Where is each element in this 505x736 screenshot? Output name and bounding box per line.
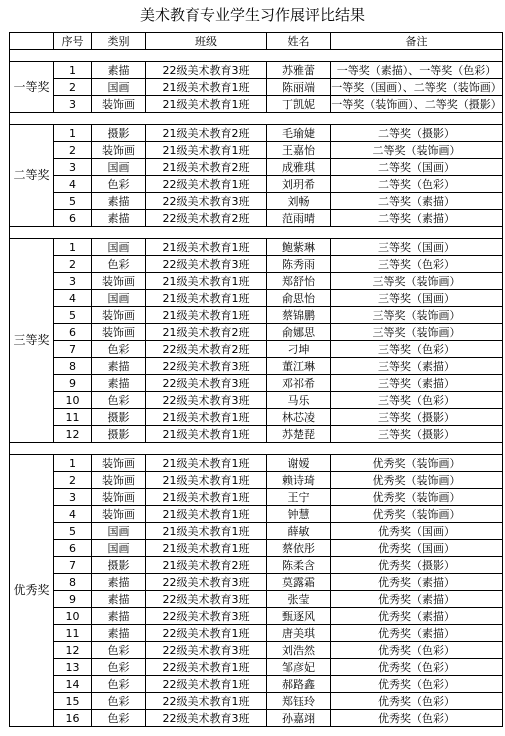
table-row — [10, 540, 503, 557]
cell-index: 1 — [54, 125, 92, 142]
cell-index: 16 — [54, 710, 92, 727]
cell-index: 5 — [54, 523, 92, 540]
cell-category: 装饰画 — [92, 324, 146, 341]
cell-remark: 三等奖（摄影） — [331, 409, 503, 426]
cell-name: 鲍紫琳 — [267, 239, 331, 256]
cell-remark: 优秀奖（色彩） — [331, 710, 503, 727]
cell-category: 国画 — [92, 540, 146, 557]
cell-category: 素描 — [92, 625, 146, 642]
cell-index: 2 — [54, 256, 92, 273]
cell-class: 21级美术教育1班 — [146, 96, 267, 113]
cell-name: 俞娜思 — [267, 324, 331, 341]
cell-category: 素描 — [92, 574, 146, 591]
cell-index: 10 — [54, 392, 92, 409]
cell-remark: 三等奖（摄影） — [331, 426, 503, 443]
cell-class: 21级美术教育1班 — [146, 472, 267, 489]
cell-index: 2 — [54, 472, 92, 489]
cell-name: 马乐 — [267, 392, 331, 409]
cell-category: 色彩 — [92, 676, 146, 693]
cell-class: 22级美术教育3班 — [146, 62, 267, 79]
cell-class: 22级美术教育3班 — [146, 256, 267, 273]
cell-remark: 优秀奖（素描） — [331, 608, 503, 625]
cell-name: 刁坤 — [267, 341, 331, 358]
cell-category: 国画 — [92, 523, 146, 540]
cell-name: 唐美琪 — [267, 625, 331, 642]
cell-index: 3 — [54, 273, 92, 290]
table-row — [10, 642, 503, 659]
table-row — [10, 557, 503, 574]
table-row — [10, 608, 503, 625]
cell-index: 3 — [54, 96, 92, 113]
cell-class: 22级美术教育1班 — [146, 176, 267, 193]
table-row — [10, 176, 503, 193]
cell-category: 色彩 — [92, 256, 146, 273]
cell-name: 范雨晴 — [267, 210, 331, 227]
cell-index: 6 — [54, 324, 92, 341]
cell-category: 摄影 — [92, 426, 146, 443]
cell-name: 赖诗琦 — [267, 472, 331, 489]
cell-class: 22级美术教育1班 — [146, 659, 267, 676]
table-row — [10, 591, 503, 608]
cell-remark: 优秀奖（素描） — [331, 574, 503, 591]
header-name: 姓名 — [267, 33, 331, 50]
cell-remark: 二等奖（素描） — [331, 193, 503, 210]
cell-name: 苏楚琵 — [267, 426, 331, 443]
cell-class: 21级美术教育1班 — [146, 409, 267, 426]
cell-category: 装饰画 — [92, 472, 146, 489]
cell-category: 摄影 — [92, 125, 146, 142]
spacer-cell — [10, 227, 503, 239]
cell-name: 陈柔含 — [267, 557, 331, 574]
cell-name: 陈秀雨 — [267, 256, 331, 273]
cell-class: 21级美术教育1班 — [146, 239, 267, 256]
cell-category: 色彩 — [92, 659, 146, 676]
cell-name: 孙嘉翊 — [267, 710, 331, 727]
table-row — [10, 159, 503, 176]
cell-index: 3 — [54, 489, 92, 506]
cell-index: 6 — [54, 540, 92, 557]
cell-class: 22级美术教育3班 — [146, 642, 267, 659]
table-row — [10, 125, 503, 142]
award-level: 二等奖 — [10, 125, 54, 227]
cell-name: 郑舒怡 — [267, 273, 331, 290]
spacer-cell — [10, 113, 503, 125]
table-row — [10, 710, 503, 727]
cell-category: 装饰画 — [92, 307, 146, 324]
cell-category: 素描 — [92, 193, 146, 210]
cell-index: 2 — [54, 142, 92, 159]
cell-remark: 优秀奖（色彩） — [331, 642, 503, 659]
cell-category: 素描 — [92, 358, 146, 375]
cell-remark: 优秀奖（装饰画） — [331, 489, 503, 506]
table-row — [10, 426, 503, 443]
cell-index: 13 — [54, 659, 92, 676]
cell-class: 22级美术教育3班 — [146, 574, 267, 591]
cell-name: 莫露霜 — [267, 574, 331, 591]
cell-index: 4 — [54, 176, 92, 193]
cell-class: 21级美术教育1班 — [146, 455, 267, 472]
table-row — [10, 193, 503, 210]
cell-remark: 三等奖（国画） — [331, 290, 503, 307]
cell-index: 8 — [54, 574, 92, 591]
cell-remark: 一等奖（素描）、一等奖（色彩） — [331, 62, 503, 79]
cell-class: 21级美术教育1班 — [146, 79, 267, 96]
cell-name: 成雅琪 — [267, 159, 331, 176]
cell-remark: 优秀奖（色彩） — [331, 693, 503, 710]
cell-class: 21级美术教育1班 — [146, 540, 267, 557]
cell-remark: 三等奖（色彩） — [331, 341, 503, 358]
cell-class: 21级美术教育1班 — [146, 523, 267, 540]
cell-category: 国画 — [92, 290, 146, 307]
cell-remark: 三等奖（色彩） — [331, 392, 503, 409]
cell-category: 装饰画 — [92, 96, 146, 113]
cell-name: 钟慧 — [267, 506, 331, 523]
cell-index: 12 — [54, 426, 92, 443]
cell-remark: 二等奖（国画） — [331, 159, 503, 176]
cell-remark: 三等奖（装饰画） — [331, 273, 503, 290]
table-row — [10, 324, 503, 341]
cell-class: 21级美术教育2班 — [146, 159, 267, 176]
header-category: 类别 — [92, 33, 146, 50]
cell-name: 王嘉怡 — [267, 142, 331, 159]
cell-index: 2 — [54, 79, 92, 96]
cell-remark: 优秀奖（摄影） — [331, 557, 503, 574]
cell-class: 22级美术教育3班 — [146, 193, 267, 210]
cell-name: 蔡依彤 — [267, 540, 331, 557]
cell-index: 12 — [54, 642, 92, 659]
cell-category: 素描 — [92, 608, 146, 625]
cell-remark: 一等奖（国画）、二等奖（装饰画） — [331, 80, 502, 94]
cell-remark: 三等奖（装饰画） — [331, 307, 503, 324]
table-row — [10, 574, 503, 591]
group-spacer — [10, 50, 503, 62]
award-level: 优秀奖 — [10, 455, 54, 727]
cell-category: 色彩 — [92, 710, 146, 727]
cell-name: 陈丽端 — [267, 79, 331, 96]
cell-remark: 优秀奖（国画） — [331, 540, 503, 557]
cell-class: 22级美术教育3班 — [146, 392, 267, 409]
cell-category: 素描 — [92, 210, 146, 227]
cell-class: 21级美术教育1班 — [146, 489, 267, 506]
cell-name: 董江琳 — [267, 358, 331, 375]
cell-name: 张莹 — [267, 591, 331, 608]
cell-class: 22级美术教育3班 — [146, 608, 267, 625]
award-level: 三等奖 — [10, 239, 54, 443]
cell-remark: 优秀奖（装饰画） — [331, 455, 503, 472]
cell-name: 薛敏 — [267, 523, 331, 540]
table-row — [10, 358, 503, 375]
cell-remark: 二等奖（摄影） — [331, 125, 503, 142]
cell-name: 邹彦妃 — [267, 659, 331, 676]
table-row — [10, 693, 503, 710]
cell-index: 10 — [54, 608, 92, 625]
cell-index: 1 — [54, 62, 92, 79]
table-row — [10, 375, 503, 392]
cell-remark: 优秀奖（装饰画） — [331, 472, 503, 489]
cell-name: 俞思怡 — [267, 290, 331, 307]
group-spacer — [10, 443, 503, 455]
header-remark: 备注 — [331, 33, 503, 50]
cell-class: 22级美术教育3班 — [146, 375, 267, 392]
cell-class: 22级美术教育3班 — [146, 710, 267, 727]
cell-remark: 二等奖（色彩） — [331, 176, 503, 193]
cell-remark: 优秀奖（国画） — [331, 523, 503, 540]
cell-remark: 优秀奖（装饰画） — [331, 506, 503, 523]
cell-index: 14 — [54, 676, 92, 693]
cell-remark: 三等奖（素描） — [331, 358, 503, 375]
table-row — [10, 273, 503, 290]
cell-class: 21级美术教育2班 — [146, 125, 267, 142]
table-row — [10, 392, 503, 409]
cell-remark: 三等奖（素描） — [331, 375, 503, 392]
cell-class: 21级美术教育1班 — [146, 426, 267, 443]
cell-name: 刘浩然 — [267, 642, 331, 659]
table-row — [10, 142, 503, 159]
cell-remark: 一等奖（装饰画）、二等奖（摄影） — [331, 97, 502, 111]
cell-remark: 三等奖（装饰画） — [331, 324, 503, 341]
cell-index: 11 — [54, 409, 92, 426]
table-row — [10, 239, 503, 256]
cell-remark: 优秀奖（色彩） — [331, 659, 503, 676]
cell-remark: 二等奖（素描） — [331, 210, 503, 227]
table-row — [10, 341, 503, 358]
cell-remark: 优秀奖（色彩） — [331, 676, 503, 693]
cell-class: 22级美术教育3班 — [146, 591, 267, 608]
cell-category: 色彩 — [92, 392, 146, 409]
results-table — [9, 32, 503, 727]
header-class: 班级 — [146, 33, 267, 50]
header-row — [10, 33, 503, 50]
cell-name: 苏雅蕾 — [267, 62, 331, 79]
cell-category: 国画 — [92, 239, 146, 256]
cell-category: 国画 — [92, 79, 146, 96]
cell-index: 1 — [54, 455, 92, 472]
cell-class: 22级美术教育1班 — [146, 625, 267, 642]
cell-index: 6 — [54, 210, 92, 227]
spacer-cell — [10, 50, 503, 62]
cell-class: 21级美术教育1班 — [146, 273, 267, 290]
cell-name: 郑钰玲 — [267, 693, 331, 710]
award-level: 一等奖 — [10, 62, 54, 113]
cell-category: 色彩 — [92, 176, 146, 193]
cell-index: 7 — [54, 341, 92, 358]
cell-category: 素描 — [92, 62, 146, 79]
cell-class: 21级美术教育2班 — [146, 557, 267, 574]
cell-name: 王宁 — [267, 489, 331, 506]
cell-remark: 二等奖（装饰画） — [331, 142, 503, 159]
cell-name: 丁凯妮 — [267, 96, 331, 113]
spacer-cell — [10, 443, 503, 455]
group-spacer — [10, 227, 503, 239]
cell-category: 摄影 — [92, 409, 146, 426]
cell-name: 蔡锦鹏 — [267, 307, 331, 324]
cell-index: 7 — [54, 557, 92, 574]
table-row — [10, 506, 503, 523]
cell-name: 邓祁希 — [267, 375, 331, 392]
cell-index: 5 — [54, 193, 92, 210]
table-row — [10, 659, 503, 676]
cell-name: 谢嫒 — [267, 455, 331, 472]
cell-remark: 优秀奖（素描） — [331, 591, 503, 608]
cell-index: 4 — [54, 290, 92, 307]
cell-name: 林芯凌 — [267, 409, 331, 426]
cell-remark: 三等奖（色彩） — [331, 256, 503, 273]
cell-category: 色彩 — [92, 693, 146, 710]
cell-name: 毛瑜婕 — [267, 125, 331, 142]
table-row — [10, 409, 503, 426]
cell-index: 3 — [54, 159, 92, 176]
table-row — [10, 472, 503, 489]
cell-name: 甄逐风 — [267, 608, 331, 625]
table-row — [10, 489, 503, 506]
cell-name: 刘畅 — [267, 193, 331, 210]
document-title: 美术教育专业学生习作展评比结果 — [139, 6, 365, 24]
cell-name: 刘玥希 — [267, 176, 331, 193]
cell-class: 21级美术教育1班 — [146, 307, 267, 324]
table-row — [10, 625, 503, 642]
cell-class: 21级美术教育2班 — [146, 324, 267, 341]
header-index: 序号 — [54, 33, 92, 50]
table-row — [10, 307, 503, 324]
cell-class: 21级美术教育1班 — [146, 142, 267, 159]
results-table-body — [10, 33, 503, 727]
table-row — [10, 96, 503, 113]
cell-index: 9 — [54, 591, 92, 608]
cell-class: 22级美术教育1班 — [146, 693, 267, 710]
cell-index: 9 — [54, 375, 92, 392]
cell-index: 11 — [54, 625, 92, 642]
cell-class: 21级美术教育1班 — [146, 506, 267, 523]
cell-category: 色彩 — [92, 642, 146, 659]
cell-index: 15 — [54, 693, 92, 710]
cell-remark: 三等奖（国画） — [331, 239, 503, 256]
cell-category: 国画 — [92, 159, 146, 176]
table-row — [10, 455, 503, 472]
cell-category: 装饰画 — [92, 455, 146, 472]
table-row — [10, 210, 503, 227]
cell-category: 素描 — [92, 591, 146, 608]
table-row — [10, 256, 503, 273]
cell-class: 22级美术教育2班 — [146, 210, 267, 227]
table-row — [10, 676, 503, 693]
table-row — [10, 523, 503, 540]
table-row — [10, 62, 503, 79]
table-row — [10, 79, 503, 96]
cell-category: 色彩 — [92, 341, 146, 358]
cell-index: 1 — [54, 239, 92, 256]
cell-category: 装饰画 — [92, 142, 146, 159]
cell-category: 装饰画 — [92, 506, 146, 523]
cell-index: 5 — [54, 307, 92, 324]
cell-category: 装饰画 — [92, 489, 146, 506]
header-award — [10, 33, 54, 50]
group-spacer — [10, 113, 503, 125]
cell-class: 22级美术教育2班 — [146, 341, 267, 358]
table-row — [10, 290, 503, 307]
cell-index: 4 — [54, 506, 92, 523]
cell-class: 22级美术教育1班 — [146, 676, 267, 693]
cell-class: 21级美术教育1班 — [146, 290, 267, 307]
cell-index: 8 — [54, 358, 92, 375]
cell-class: 22级美术教育3班 — [146, 358, 267, 375]
cell-category: 装饰画 — [92, 273, 146, 290]
cell-name: 郝路鑫 — [267, 676, 331, 693]
cell-category: 素描 — [92, 375, 146, 392]
cell-category: 摄影 — [92, 557, 146, 574]
cell-remark: 优秀奖（素描） — [331, 625, 503, 642]
